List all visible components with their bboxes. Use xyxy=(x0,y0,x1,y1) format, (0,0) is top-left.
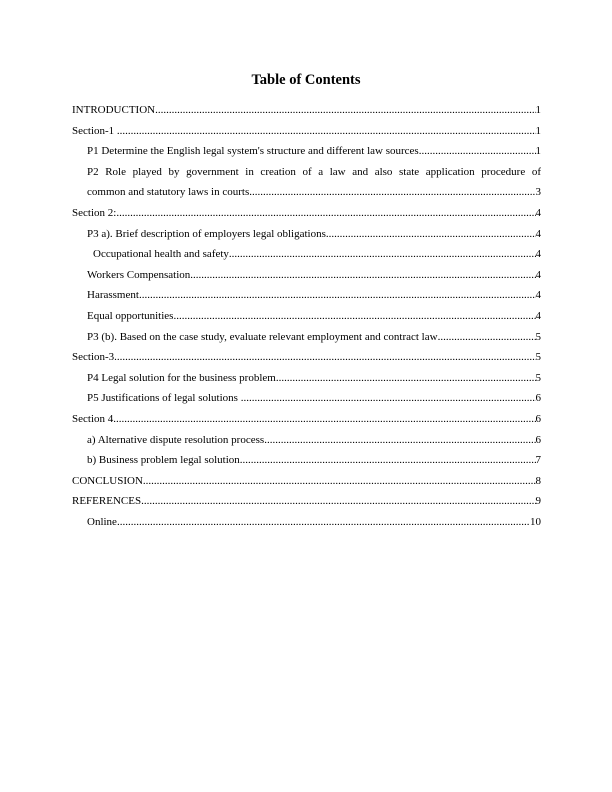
toc-leader-dots xyxy=(229,244,536,265)
toc-entry-page: 3 xyxy=(535,186,541,199)
toc-entry-label: P3 a). Brief description of employers legal obligations. xyxy=(87,227,329,240)
toc-entry-label: P5 Justifications of legal solutions xyxy=(87,392,241,405)
toc-entry-equal-opportunities[interactable] xyxy=(72,306,541,327)
toc-entry-label: a) Alternative dispute resolution process xyxy=(87,433,265,446)
toc-entry-label: P1 Determine the English legal system's structure and different law sources xyxy=(87,145,419,158)
toc-entry-page: 4 xyxy=(535,248,541,261)
toc-leader-dots xyxy=(438,327,536,348)
toc-entry-label: CONCLUSION xyxy=(72,474,143,487)
toc-entry-section-1[interactable] xyxy=(72,121,541,142)
toc-entry-references[interactable] xyxy=(72,491,541,512)
toc-entry-section-3[interactable] xyxy=(72,347,541,368)
toc-leader-dots xyxy=(190,265,535,286)
toc-entry-p3a[interactable] xyxy=(72,224,541,245)
toc-leader-dots xyxy=(276,368,536,389)
toc-entry-label: P3 (b). Based on the case study, evaluate relevant employment and contract law xyxy=(87,330,438,343)
toc-entry-page: 5 xyxy=(535,351,541,364)
toc-entry-p2[interactable] xyxy=(72,162,541,203)
toc-leader-dots xyxy=(116,203,535,224)
toc-entry-page: 6 xyxy=(535,433,541,446)
toc-leader-dots xyxy=(139,285,536,306)
toc-entry-label: Section-3 xyxy=(72,351,115,364)
toc-entry-page: 4 xyxy=(535,309,541,322)
toc-entry-page: 10 xyxy=(530,515,541,528)
toc-leader-dots xyxy=(241,388,536,409)
toc-entry-label: Section-1 xyxy=(72,124,117,137)
toc-entry-page: 1 xyxy=(535,104,541,116)
toc-entry-label: REFERENCES xyxy=(72,495,142,508)
toc-entry-label-line1: P2 Role played by government in creation of a law and also state application procedure of xyxy=(87,165,541,178)
toc-leader-dots xyxy=(117,121,536,142)
toc-entry-page: 5 xyxy=(535,330,541,343)
toc-entry-p3b[interactable] xyxy=(72,327,541,348)
toc-entry-adr[interactable] xyxy=(72,430,541,451)
toc-leader-dots xyxy=(264,430,535,451)
toc-leader-dots xyxy=(114,347,535,368)
toc-entry-section-4[interactable] xyxy=(72,409,541,430)
toc-entry-label: Equal opportunities xyxy=(87,309,174,322)
toc-entry-page: 4 xyxy=(535,289,541,302)
toc-entry-page: 1 xyxy=(535,145,541,158)
toc-entry-page: 8 xyxy=(535,474,541,487)
toc-entry-label: Online xyxy=(87,515,117,528)
toc-entry-business-legal-solution[interactable] xyxy=(72,450,541,471)
toc-title: Table of Contents xyxy=(251,72,361,88)
toc-entry-label-line2: common and statutory laws in courts xyxy=(87,186,250,199)
toc-leader-dots xyxy=(173,306,535,327)
toc-entry-page: 6 xyxy=(535,392,541,405)
toc-entry-label: Section 2: xyxy=(72,206,117,219)
toc-leader-dots xyxy=(155,100,535,121)
toc-entry-harassment[interactable] xyxy=(72,285,541,306)
toc-leader-dots xyxy=(143,471,536,492)
toc-entry-page: 9 xyxy=(535,495,541,508)
table-of-contents xyxy=(72,100,541,532)
toc-entry-workers-compensation[interactable] xyxy=(72,265,541,286)
toc-entry-page: 4 xyxy=(535,268,541,281)
toc-leader-dots xyxy=(329,224,536,245)
toc-entry-label: P4 Legal solution for the business problem xyxy=(87,371,276,384)
toc-entry-online[interactable] xyxy=(72,512,541,533)
toc-leader-dots xyxy=(249,182,535,203)
toc-entry-page: 7 xyxy=(535,454,541,467)
toc-leader-dots xyxy=(141,491,535,512)
toc-entry-page: 6 xyxy=(535,412,541,425)
toc-entry-label: Occupational health and safety xyxy=(93,248,229,261)
toc-entry-label: Workers Compensation xyxy=(87,268,191,281)
toc-entry-label: b) Business problem legal solution xyxy=(87,454,240,467)
toc-entry-introduction[interactable] xyxy=(72,100,541,121)
toc-entry-page: 4 xyxy=(535,227,541,240)
toc-entry-page: 4 xyxy=(535,206,541,219)
toc-leader-dots xyxy=(117,512,530,533)
toc-entry-section-2[interactable] xyxy=(72,203,541,224)
toc-leader-dots xyxy=(419,141,536,162)
toc-entry-label: INTRODUCTION xyxy=(72,104,156,116)
toc-leader-dots xyxy=(240,450,536,471)
toc-entry-conclusion[interactable] xyxy=(72,471,541,492)
toc-entry-p5[interactable] xyxy=(72,388,541,409)
toc-leader-dots xyxy=(113,409,535,430)
toc-entry-page: 5 xyxy=(535,371,541,384)
toc-entry-page: 1 xyxy=(535,124,541,137)
toc-entry-occupational-health[interactable] xyxy=(72,244,541,265)
toc-entry-p4[interactable] xyxy=(72,368,541,389)
toc-entry-label: Harassment xyxy=(87,289,139,302)
toc-entry-p1[interactable] xyxy=(72,141,541,162)
toc-entry-label: Section 4 xyxy=(72,412,114,425)
